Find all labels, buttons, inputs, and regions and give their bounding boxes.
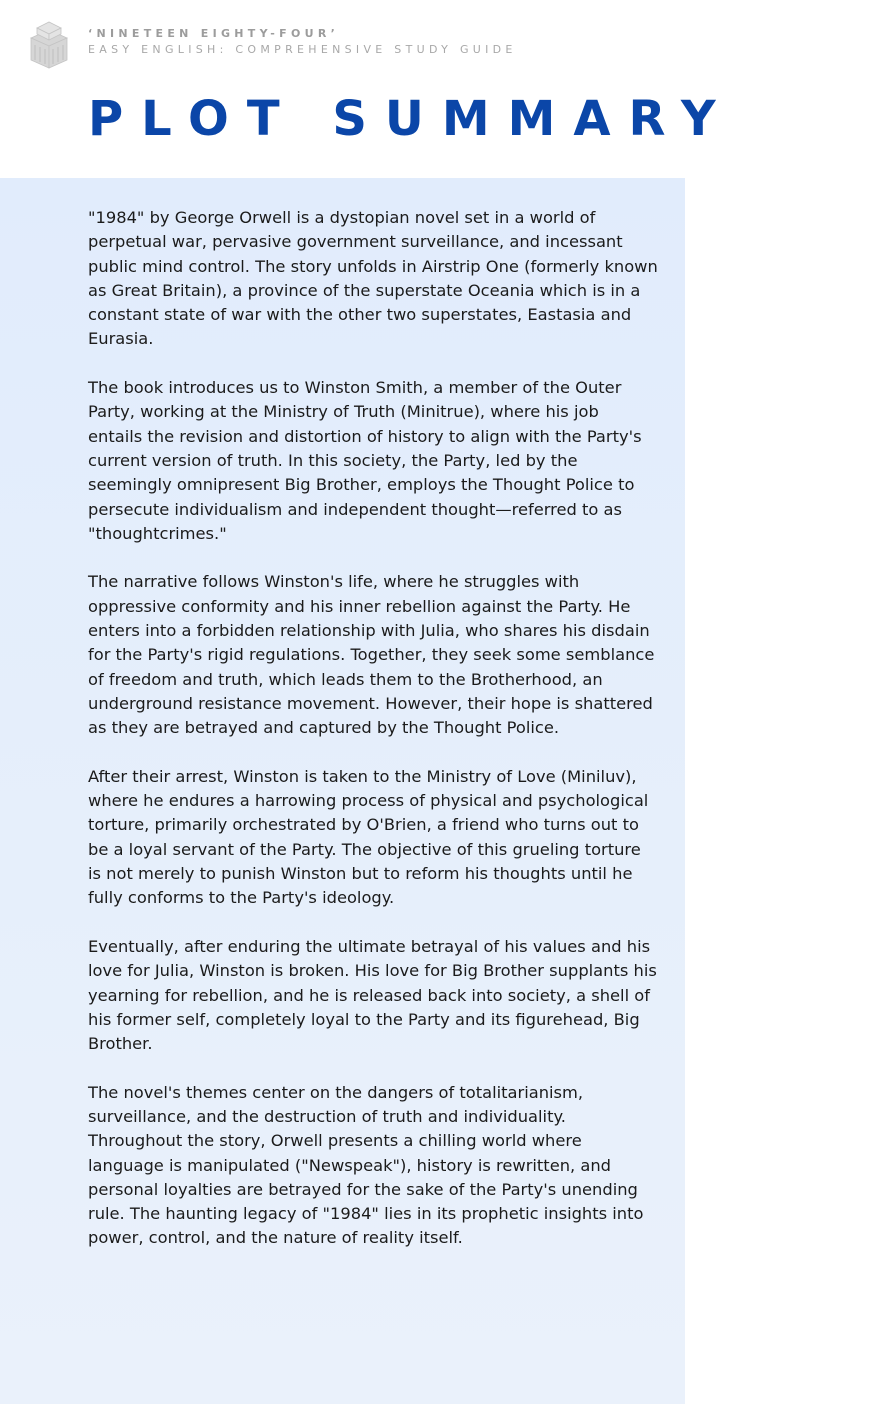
summary-body	[88, 206, 658, 1275]
guide-subtitle: EASY ENGLISH: COMPREHENSIVE STUDY GUIDE	[88, 43, 517, 56]
page-title: PLOT SUMMARY	[88, 91, 734, 147]
summary-paragraph: The book introduces us to Winston Smith, a member of the Outer Party, working at the Ministry of Truth (Minitrue), where his job entails the revision and distortion of history to align with the Party's current version of truth. In this society, the Party, led by the seemingly omnipresent Big Brother, employs the Thought Police to persecute individualism and independent thought—referred to as "thoughtcrimes."	[88, 378, 642, 543]
summary-paragraph: The novel's themes center on the dangers of totalitarianism, surveillance, and the destruction of truth and individuality. Throughout the story, Orwell presents a chilling world where language is manipulated ("Newspeak"), history is rewritten, and personal loyalties are betrayed for the sake of the Party's unending rule. The haunting legacy of "1984" lies in its prophetic insights into power, control, and the nature of reality itself.	[88, 1082, 644, 1248]
document-header	[88, 27, 517, 57]
summary-paragraph: The narrative follows Winston's life, where he struggles with oppressive conformity and his inner rebellion against the Party. He enters into a forbidden relationship with Julia, who shares his disdain for the Party's rigid regulations. Together, they seek some semblance of freedom and truth, which leads them to the Brotherhood, an underground resistance movement. However, their hope is shattered as they are betrayed and captured by the Thought Police.	[88, 572, 655, 738]
books-stack-icon	[27, 18, 71, 70]
summary-paragraph: "1984" by George Orwell is a dystopian novel set in a world of perpetual war, pervasive government surveillance, and incessant public mind control. The story unfolds in Airstrip One (formerly known as Great Britain), a province of the superstate Oceania which is in a constant state of war with the other two superstates, Eastasia and Eurasia.	[88, 208, 658, 349]
book-title: ‘NINETEEN EIGHTY-FOUR’	[88, 27, 340, 40]
summary-paragraph: Eventually, after enduring the ultimate betrayal of his values and his love for Julia, Winston is broken. His love for Big Brother supplants his yearning for rebellion, and he is released back into society, a shell of his former self, completely loyal to the Party and its figurehead, Big Brother.	[88, 936, 657, 1054]
summary-paragraph: After their arrest, Winston is taken to the Ministry of Love (Miniluv), where he endures a harrowing process of physical and psychological torture, primarily orchestrated by O'Brien, a friend who turns out to be a loyal servant of the Party. The objective of this grueling torture is not merely to punish Winston but to reform his thoughts until he fully conforms to the Party's ideology.	[88, 766, 649, 908]
